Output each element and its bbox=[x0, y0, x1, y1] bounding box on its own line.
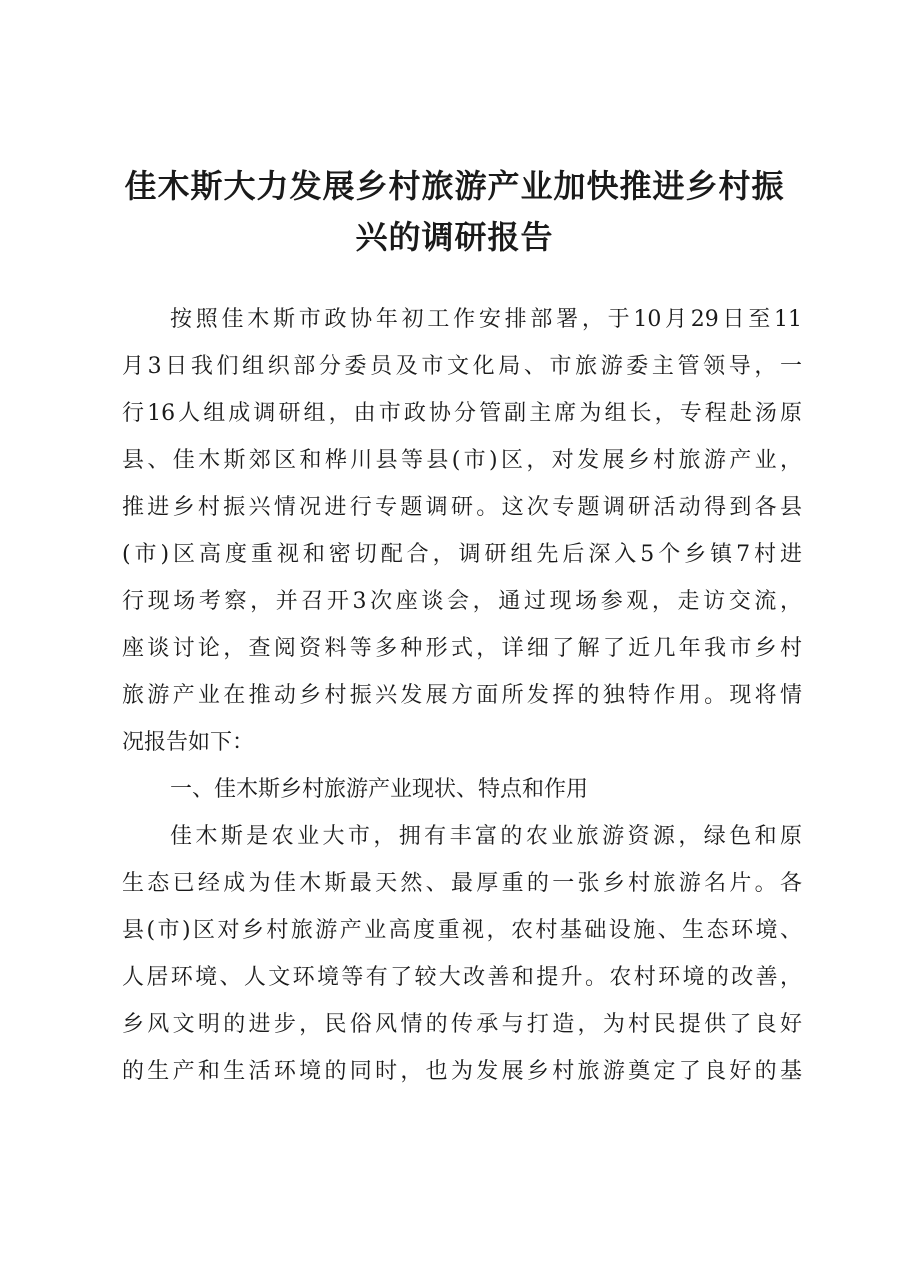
paragraph-1-line-8: 座谈讨论，查阅资料等多种形式，详细了解了近几年我市乡村 bbox=[122, 636, 802, 661]
paragraph-2-line-1: 佳木斯是农业大市，拥有丰富的农业旅游资源，绿色和原 bbox=[170, 824, 802, 849]
paragraph-2-line-3: 县(市)区对乡村旅游产业高度重视，农村基础设施、生态环境、 bbox=[122, 918, 802, 943]
paragraph-1-line-2: 月3日我们组织部分委员及市文化局、市旅游委主管领导，一 bbox=[122, 354, 802, 379]
document-title-line-2: 兴的调研报告 bbox=[355, 218, 554, 256]
paragraph-1-line-7: 行现场考察，并召开3次座谈会，通过现场参观，走访交流， bbox=[122, 589, 802, 614]
paragraph-1-line-5: 推进乡村振兴情况进行专题调研。这次专题调研活动得到各县 bbox=[122, 495, 802, 520]
paragraph-2-line-6: 的生产和生活环境的同时，也为发展乡村旅游奠定了良好的基 bbox=[122, 1059, 802, 1084]
paragraph-1-line-9: 旅游产业在推动乡村振兴发展方面所发挥的独特作用。现将情 bbox=[122, 683, 802, 708]
paragraph-1-line-4: 县、佳木斯郊区和桦川县等县(市)区，对发展乡村旅游产业， bbox=[122, 448, 802, 473]
paragraph-2-line-4: 人居环境、人文环境等有了较大改善和提升。农村环境的改善， bbox=[122, 965, 802, 990]
paragraph-2-line-2: 生态已经成为佳木斯最天然、最厚重的一张乡村旅游名片。各 bbox=[122, 871, 802, 896]
document-title-line-1: 佳木斯大力发展乡村旅游产业加快推进乡村振 bbox=[124, 167, 785, 205]
paragraph-1-line-6: (市)区高度重视和密切配合，调研组先后深入5个乡镇7村进 bbox=[122, 542, 802, 567]
paragraph-2-line-5: 乡风文明的进步，民俗风情的传承与打造，为村民提供了良好 bbox=[122, 1012, 802, 1037]
paragraph-1-line-3: 行16人组成调研组，由市政协分管副主席为组长，专程赴汤原 bbox=[122, 401, 802, 426]
paragraph-1-line-1: 按照佳木斯市政协年初工作安排部署，于10月29日至11 bbox=[170, 307, 802, 332]
paragraph-1-line-10: 况报告如下： bbox=[122, 730, 255, 755]
section-heading-1: 一、佳木斯乡村旅游产业现状、特点和作用 bbox=[170, 777, 589, 802]
